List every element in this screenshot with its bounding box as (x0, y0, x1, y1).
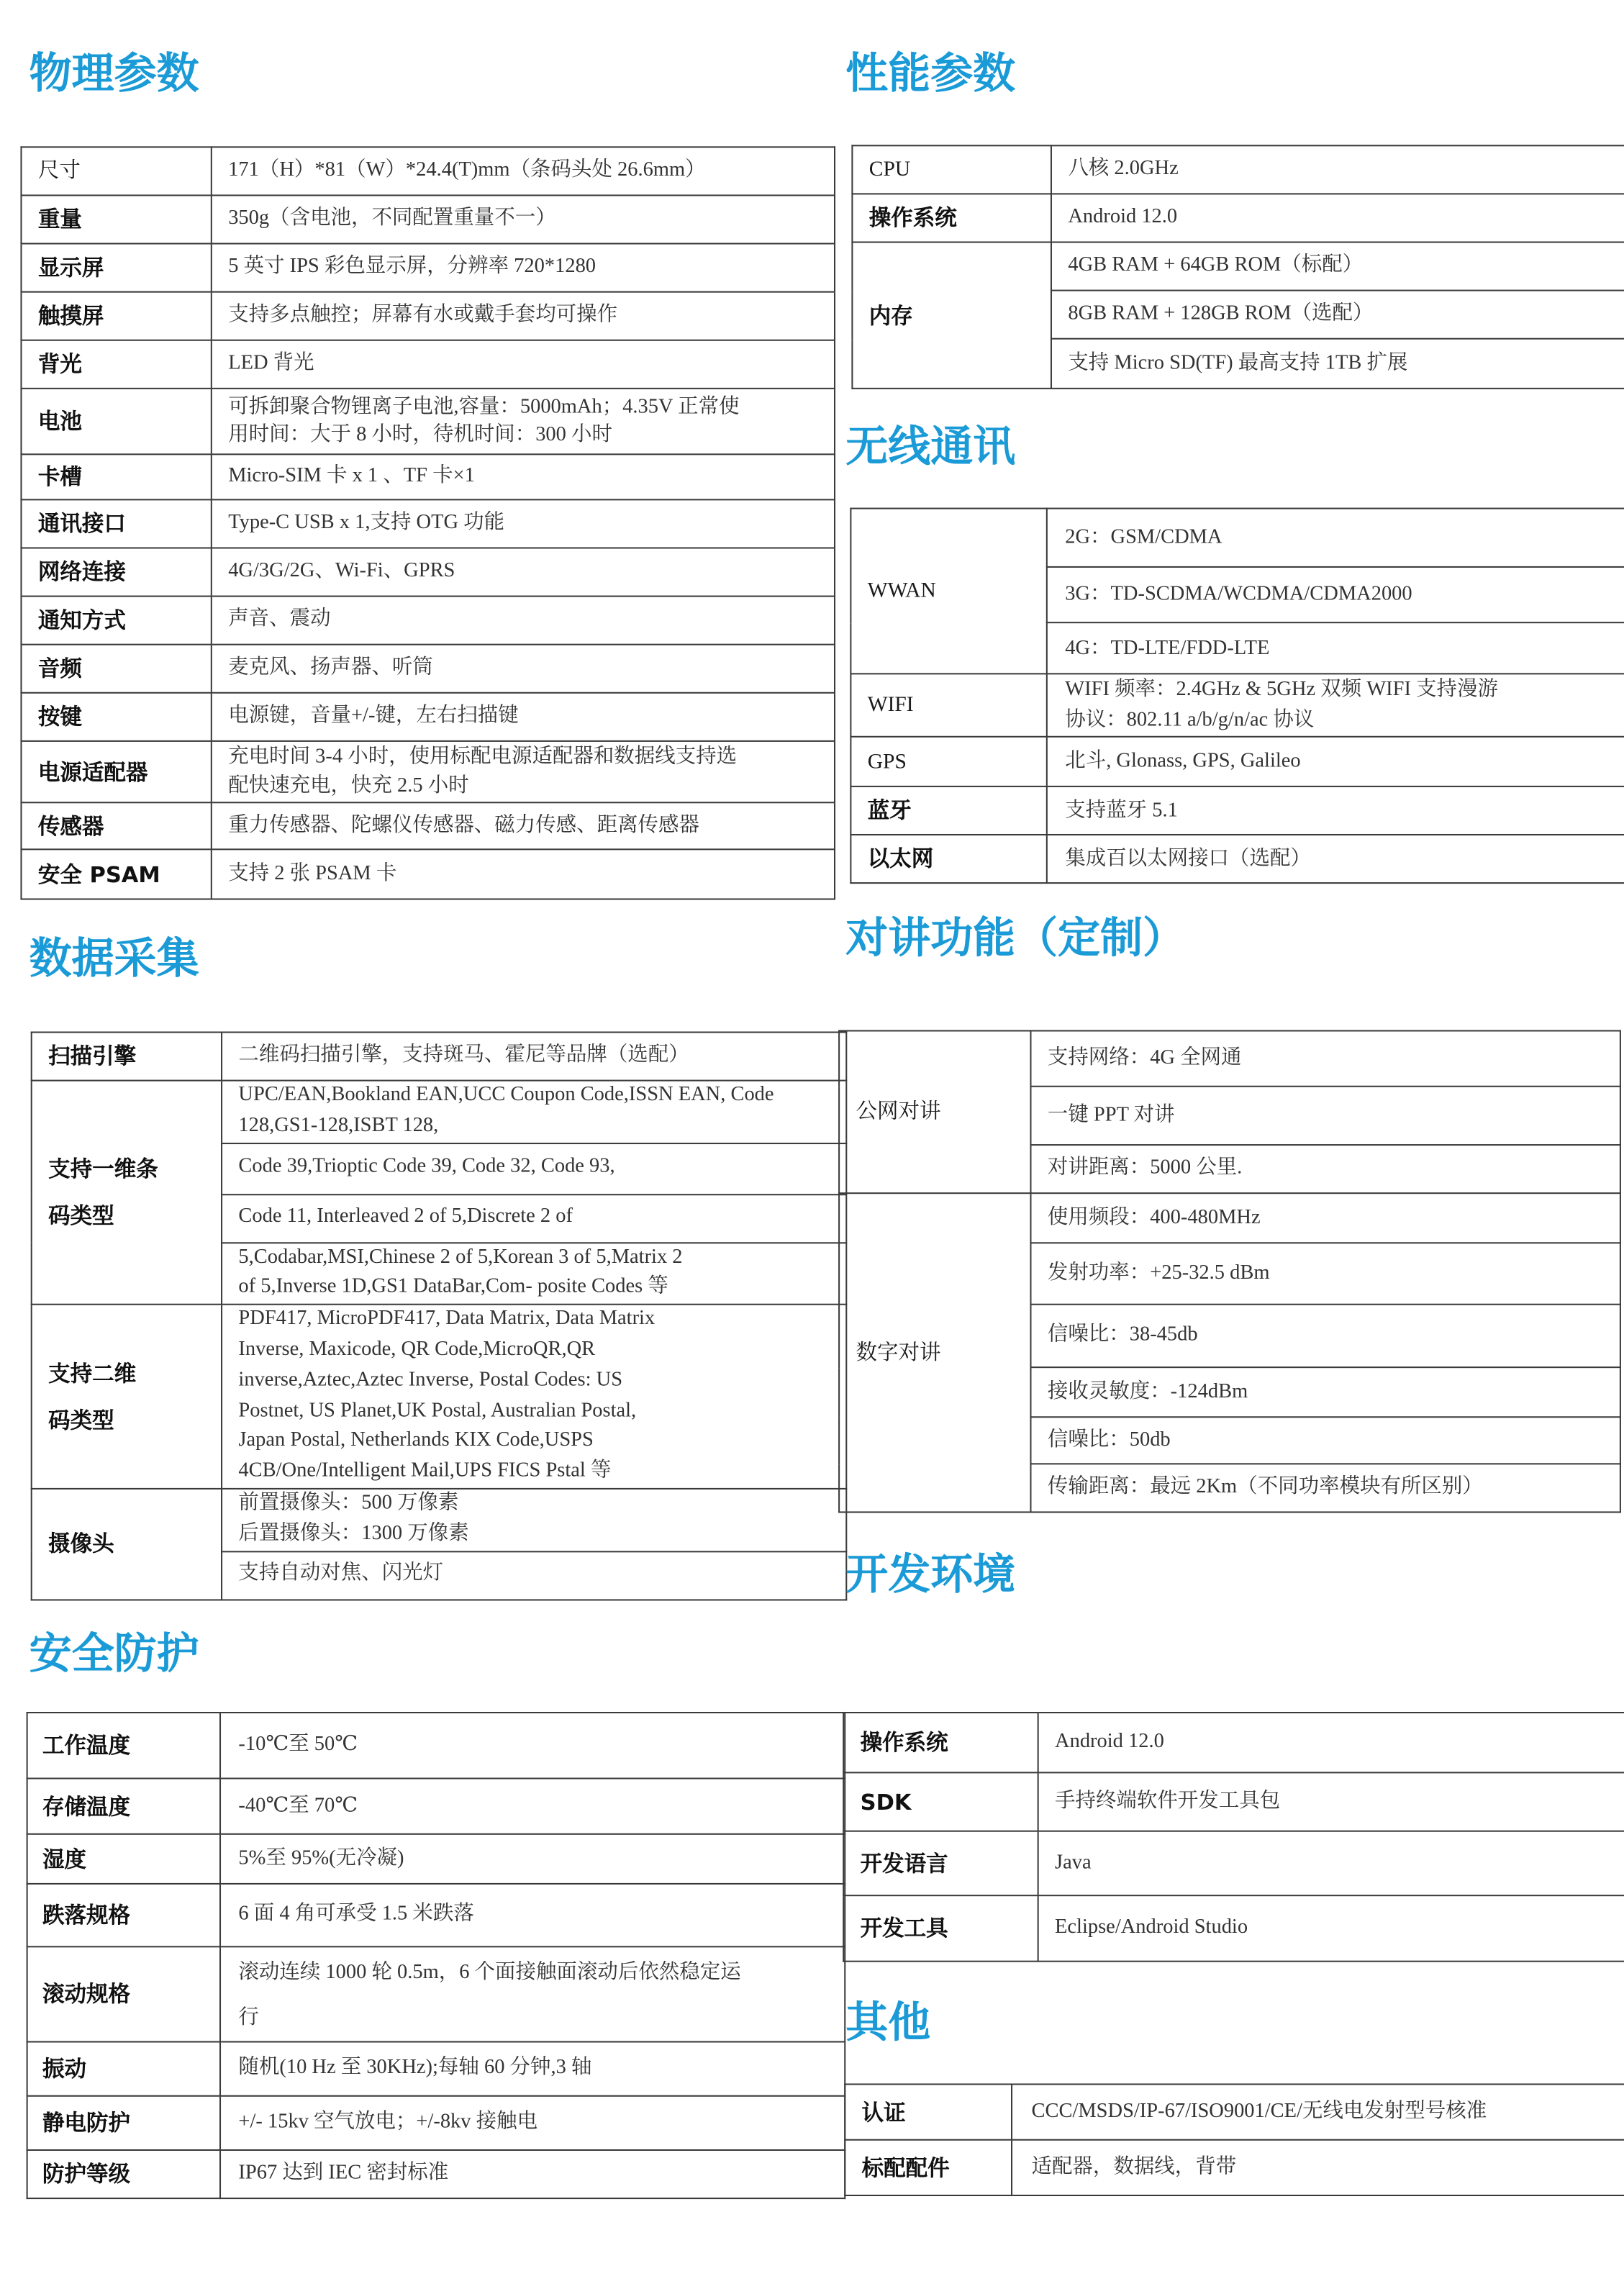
safety-spec-table (27, 1712, 846, 2199)
spec-value: 集成百以太网接口（选配） (1047, 835, 1624, 883)
spec-label: 防护等级 (27, 2150, 220, 2198)
spec-value: Android 12.0 (1038, 1713, 1624, 1772)
spec-label: 认证 (845, 2084, 1012, 2139)
spec-value: 8GB RAM + 128GB ROM（选配） (1051, 291, 1624, 339)
spec-row (843, 1831, 1624, 1895)
spec-row (839, 1030, 1620, 1086)
spec-label: SDK (843, 1772, 1038, 1831)
spec-value: 二维码扫描引擎，支持斑马、霍尼等品牌（选配） (222, 1033, 846, 1081)
spec-value: 支持蓝牙 5.1 (1047, 786, 1624, 835)
spec-value: Java (1038, 1831, 1624, 1895)
spec-label: 通讯接口 (21, 499, 211, 548)
spec-label: 音频 (21, 645, 211, 693)
dev-env-spec-table (843, 1712, 1624, 1962)
spec-row (21, 645, 835, 693)
intercom-spec-table (838, 1030, 1621, 1513)
spec-label: 通知方式 (21, 597, 211, 645)
spec-value: 支持 2 张 PSAM 卡 (212, 849, 835, 899)
spec-row (21, 548, 835, 596)
spec-row (21, 454, 835, 499)
spec-row (852, 242, 1624, 291)
spec-value: Eclipse/Android Studio (1038, 1895, 1624, 1961)
spec-row (32, 1489, 847, 1551)
spec-value: 手持终端软件开发工具包 (1038, 1772, 1624, 1831)
spec-value: 4GB RAM + 64GB ROM（标配） (1051, 242, 1624, 291)
spec-value: Code 11, Interleaved 2 of 5,Discrete 2 of (222, 1194, 846, 1242)
spec-value: 171（H）*81（W）*24.4(T)mm（条码头处 26.6mm） (212, 147, 835, 195)
spec-label: 振动 (27, 2042, 220, 2096)
spec-label: CPU (852, 145, 1051, 194)
spec-row (27, 2042, 845, 2096)
section-title-safety: 安全防护 (29, 1628, 199, 1679)
spec-value: 充电时间 3-4 小时，使用标配电源适配器和数据线支持选 配快速充电，快充 2.5 小时 (212, 741, 835, 802)
spec-value: 信噪比：50db (1030, 1417, 1620, 1464)
spec-value: 接收灵敏度：-124dBm (1030, 1367, 1620, 1417)
spec-row (32, 1305, 847, 1489)
spec-label: 以太网 (850, 835, 1046, 883)
section-title-other: 其他 (845, 1997, 931, 2047)
spec-row (21, 802, 835, 849)
spec-row (21, 849, 835, 899)
spec-row (32, 1033, 847, 1081)
spec-row (845, 2140, 1624, 2195)
spec-value: 麦克风、扬声器、听筒 (212, 645, 835, 693)
spec-value: 声音、震动 (212, 597, 835, 645)
spec-label: 操作系统 (843, 1713, 1038, 1772)
spec-label: GPS (850, 737, 1046, 786)
spec-label: 公网对讲 (839, 1030, 1030, 1193)
spec-row (21, 389, 835, 454)
spec-value: 八核 2.0GHz (1051, 145, 1624, 194)
physical-spec-table (20, 146, 835, 899)
spec-value: WIFI 频率：2.4GHz & 5GHz 双频 WIFI 支持漫游 协议：802.11 a/b/g/n/ac 协议 (1047, 674, 1624, 736)
spec-row (27, 2150, 845, 2198)
section-title-dev-env: 开发环境 (845, 1549, 1016, 1600)
spec-value: -40℃至 70℃ (220, 1779, 845, 1834)
spec-row (27, 1779, 845, 1834)
spec-label: 按键 (21, 693, 211, 741)
spec-label: 安全 PSAM (21, 849, 211, 899)
spec-row (850, 786, 1624, 835)
section-title-intercom: 对讲功能（定制） (845, 912, 1186, 963)
spec-row (850, 835, 1624, 883)
spec-value: 3G：TD-SCDMA/WCDMA/CDMA2000 (1047, 567, 1624, 622)
spec-value: LED 背光 (212, 340, 835, 389)
spec-row (21, 340, 835, 389)
spec-value: 6 面 4 角可承受 1.5 米跌落 (220, 1884, 845, 1946)
spec-label: 滚动规格 (27, 1946, 220, 2041)
spec-row (21, 292, 835, 340)
spec-label: 触摸屏 (21, 292, 211, 340)
spec-value: 支持网络：4G 全网通 (1030, 1030, 1620, 1086)
spec-row (850, 674, 1624, 736)
spec-value: 电源键，音量+/-键，左右扫描键 (212, 693, 835, 741)
spec-value: CCC/MSDS/IP-67/ISO9001/CE/无线电发射型号核准 (1012, 2084, 1624, 2139)
spec-label: 工作温度 (27, 1713, 220, 1778)
performance-spec-table (851, 145, 1624, 389)
spec-label: 操作系统 (852, 194, 1051, 242)
spec-label: 重量 (21, 195, 211, 243)
spec-row (32, 1081, 847, 1143)
spec-value: UPC/EAN,Bookland EAN,UCC Coupon Code,ISSN EAN, Code 128,GS1-128,ISBT 128, (222, 1081, 846, 1143)
section-title-wireless: 无线通讯 (845, 421, 1016, 471)
spec-label: 内存 (852, 242, 1051, 389)
spec-value: 北斗, Glonass, GPS, Galileo (1047, 737, 1624, 786)
spec-label: 电源适配器 (21, 741, 211, 802)
data-capture-spec-table (31, 1031, 848, 1600)
spec-label: 标配配件 (845, 2140, 1012, 2195)
spec-value: +/- 15kv 空气放电；+/-8kv 接触电 (220, 2096, 845, 2150)
spec-row (27, 1884, 845, 1946)
spec-value: 可拆卸聚合物锂离子电池,容量：5000mAh；4.35V 正常使 用时间：大于 8 小时，待机时间：300 小时 (212, 389, 835, 454)
spec-label: 开发语言 (843, 1831, 1038, 1895)
spec-label: WIFI (850, 674, 1046, 736)
spec-value: 对讲距离：5000 公里. (1030, 1145, 1620, 1193)
spec-label: 摄像头 (32, 1489, 222, 1600)
spec-value: 5%至 95%(无冷凝) (220, 1834, 845, 1884)
spec-value: 支持多点触控；屏幕有水或戴手套均可操作 (212, 292, 835, 340)
spec-label: 蓝牙 (850, 786, 1046, 835)
spec-value: 5,Codabar,MSI,Chinese 2 of 5,Korean 3 of 5,Matrix 2 of 5,Inverse 1D,GS1 DataBar,Com- posite Codes 等 (222, 1242, 846, 1305)
spec-value: 传输距离：最远 2Km（不同功率模块有所区别） (1030, 1464, 1620, 1512)
spec-value: 2G：GSM/CDMA (1047, 509, 1624, 567)
spec-value: 4G：TD-LTE/FDD-LTE (1047, 622, 1624, 674)
spec-value: 支持自动对焦、闪光灯 (222, 1551, 846, 1599)
spec-row (850, 509, 1624, 567)
spec-value: 350g（含电池，不同配置重量不一） (212, 195, 835, 243)
spec-label: 扫描引擎 (32, 1033, 222, 1081)
spec-value: Micro-SIM 卡 x 1 、TF 卡×1 (212, 454, 835, 499)
spec-row (845, 2084, 1624, 2139)
spec-label: WWAN (850, 509, 1046, 674)
wireless-spec-table (850, 508, 1624, 884)
section-title-physical: 物理参数 (29, 48, 199, 99)
spec-value: PDF417, MicroPDF417, Data Matrix, Data Matrix Inverse, Maxicode, QR Code,MicroQR,QR inverse,Aztec,Aztec Inverse, Postal Codes: US Postnet, US Planet,UK Postal, Australian Postal, Japan Postal, Netherlands KIX Code,USPS 4CB/One/Intelligent Mail,UPS FICS Pstal 等 (222, 1305, 846, 1489)
spec-value: 使用频段：400-480MHz (1030, 1193, 1620, 1243)
spec-row (843, 1772, 1624, 1831)
spec-label: 尺寸 (21, 147, 211, 195)
spec-value: -10℃至 50℃ (220, 1713, 845, 1778)
spec-value: 重力传感器、陀螺仪传感器、磁力传感、距离传感器 (212, 802, 835, 849)
spec-value: 5 英寸 IPS 彩色显示屏，分辨率 720*1280 (212, 244, 835, 292)
spec-value: 一键 PPT 对讲 (1030, 1087, 1620, 1145)
spec-value: IP67 达到 IEC 密封标准 (220, 2150, 845, 2198)
spec-row (21, 741, 835, 802)
spec-label: 开发工具 (843, 1895, 1038, 1961)
spec-row (843, 1895, 1624, 1961)
spec-row (843, 1713, 1624, 1772)
spec-label: 静电防护 (27, 2096, 220, 2150)
spec-label: 跌落规格 (27, 1884, 220, 1946)
spec-label: 支持一维条 码类型 (32, 1081, 222, 1305)
spec-label: 湿度 (27, 1834, 220, 1884)
spec-value: 信噪比：38-45db (1030, 1305, 1620, 1367)
spec-value: 随机(10 Hz 至 30KHz);每轴 60 分钟,3 轴 (220, 2042, 845, 2096)
spec-value: Type-C USB x 1,支持 OTG 功能 (212, 499, 835, 548)
spec-label: 存储温度 (27, 1779, 220, 1834)
spec-label: 卡槽 (21, 454, 211, 499)
section-title-performance: 性能参数 (845, 48, 1016, 99)
spec-label: 支持二维 码类型 (32, 1305, 222, 1489)
spec-row (27, 2096, 845, 2150)
spec-row (21, 499, 835, 548)
spec-row (852, 194, 1624, 242)
spec-row (839, 1193, 1620, 1243)
spec-label: 显示屏 (21, 244, 211, 292)
spec-value: 适配器，数据线，背带 (1012, 2140, 1624, 2195)
spec-label: 数字对讲 (839, 1193, 1030, 1512)
spec-label: 网络连接 (21, 548, 211, 596)
spec-row (21, 693, 835, 741)
spec-row (850, 737, 1624, 786)
spec-value: Android 12.0 (1051, 194, 1624, 242)
spec-row (27, 1834, 845, 1884)
spec-value: 4G/3G/2G、Wi-Fi、GPRS (212, 548, 835, 596)
other-spec-table (844, 2083, 1624, 2196)
spec-row (21, 244, 835, 292)
spec-value: 前置摄像头：500 万像素 后置摄像头：1300 万像素 (222, 1489, 846, 1551)
spec-value: Code 39,Trioptic Code 39, Code 32, Code 93, (222, 1143, 846, 1194)
spec-row (21, 147, 835, 195)
spec-value: 支持 Micro SD(TF) 最高支持 1TB 扩展 (1051, 339, 1624, 389)
spec-label: 背光 (21, 340, 211, 389)
spec-row (852, 145, 1624, 194)
spec-label: 传感器 (21, 802, 211, 849)
spec-label: 电池 (21, 389, 211, 454)
section-title-data-capture: 数据采集 (29, 933, 199, 984)
spec-value: 滚动连续 1000 轮 0.5m，6 个面接触面滚动后依然稳定运 行 (220, 1946, 845, 2041)
spec-value: 发射功率：+25-32.5 dBm (1030, 1243, 1620, 1304)
spec-row (27, 1946, 845, 2041)
spec-row (21, 597, 835, 645)
spec-row (21, 195, 835, 243)
spec-row (27, 1713, 845, 1778)
